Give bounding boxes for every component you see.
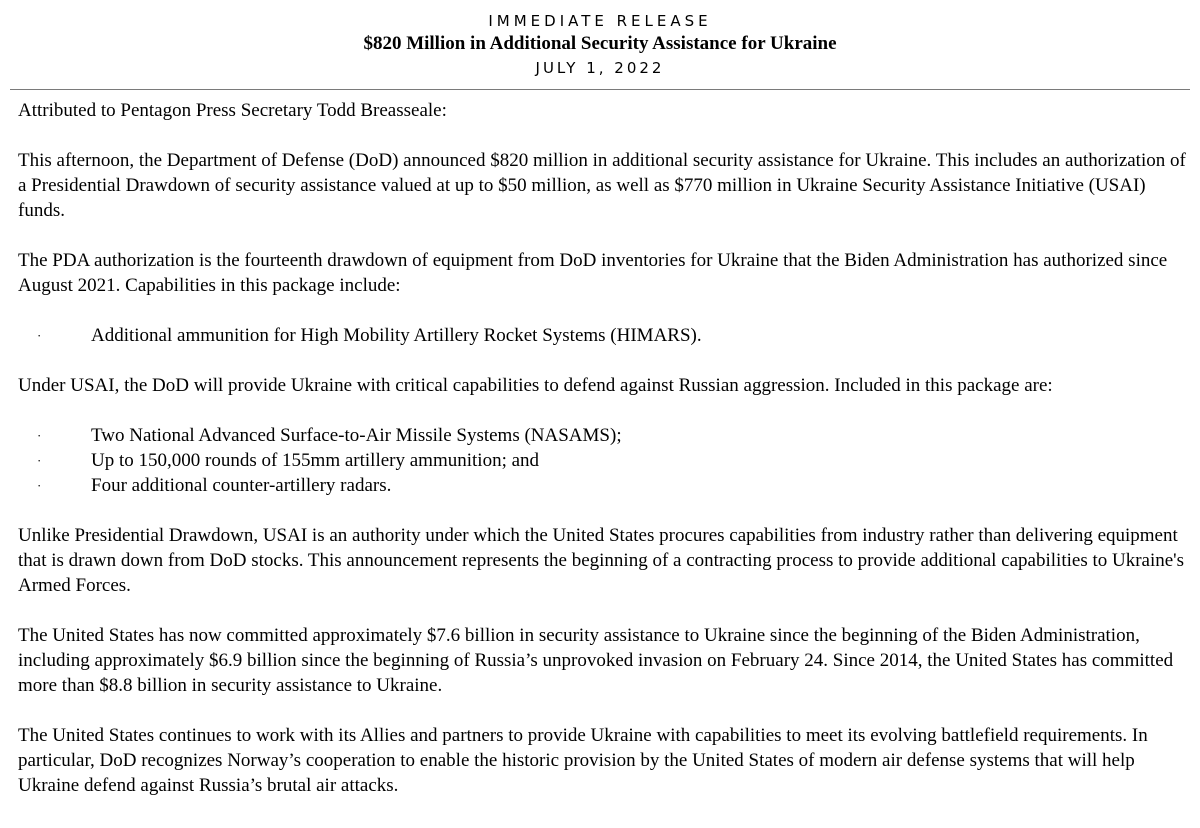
list-item-text: Additional ammunition for High Mobility Artillery Rocket Systems (HIMARS). — [91, 325, 702, 346]
paragraph-pda: The PDA authorization is the fourteenth drawdown of equipment from DoD inventories for Ukraine that the Biden Administration has authorized since August 2021. Capabilities in this package include: — [18, 250, 1168, 296]
pda-capabilities-list — [18, 323, 1188, 348]
bullet-icon: · — [37, 478, 42, 493]
list-item — [18, 448, 1188, 473]
list-item-text: Four additional counter-artillery radars. — [91, 475, 392, 496]
release-date: JULY 1, 2022 — [535, 59, 665, 77]
list-item — [18, 323, 1188, 348]
bullet-icon: · — [37, 428, 42, 443]
bullet-icon: · — [37, 453, 42, 468]
list-item-text: Two National Advanced Surface-to-Air Missile Systems (NASAMS); — [91, 425, 622, 446]
paragraph-announcement: This afternoon, the Department of Defense (DoD) announced $820 million in additional security assistance for Ukraine. This includes an authorization of a Presidential Drawdown of security assistance valued at up to $50 million, as well as $770 million in Ukraine Security Assistance Initiative (USAI) funds. — [18, 150, 1186, 221]
attribution-line: Attributed to Pentagon Press Secretary Todd Breasseale: — [18, 100, 447, 121]
paragraph-usai: Under USAI, the DoD will provide Ukraine with critical capabilities to defend against Russian aggression. Included in this package are: — [18, 375, 1053, 396]
paragraph-allies: The United States continues to work with its Allies and partners to provide Ukraine with capabilities to meet its evolving battlefield requirements. In particular, DoD recognizes Norway’s cooperation to enable the historic provision by the United States of modern air defense systems that will help Ukraine defend against Russia’s brutal air attacks. — [18, 725, 1148, 796]
list-item — [18, 423, 1188, 448]
headline: $820 Million in Additional Security Assistance for Ukraine — [363, 33, 837, 54]
list-item-text: Up to 150,000 rounds of 155mm artillery ammunition; and — [91, 450, 540, 471]
usai-capabilities-list — [18, 423, 1188, 498]
paragraph-usai-explanation: Unlike Presidential Drawdown, USAI is an authority under which the United States procures capabilities from industry rather than delivering equipment that is drawn down from DoD stocks. This announcement represents the beginning of a contracting process to provide additional capabilities to Ukraine's Armed Forces. — [18, 525, 1185, 596]
list-item — [18, 473, 1188, 498]
release-body — [18, 98, 1188, 823]
paragraph-total-commitment: The United States has now committed approximately $7.6 billion in security assistance to Ukraine since the beginning of the Biden Administration, including approximately $6.9 billion since the beginning of Russia’s unprovoked invasion on February 24. Since 2014, the United States has committed more than $8.8 billion in security assistance to Ukraine. — [18, 625, 1174, 696]
bullet-icon: · — [37, 328, 42, 343]
release-label: IMMEDIATE RELEASE — [488, 12, 712, 30]
header-divider — [10, 89, 1190, 90]
release-header — [0, 0, 1200, 80]
